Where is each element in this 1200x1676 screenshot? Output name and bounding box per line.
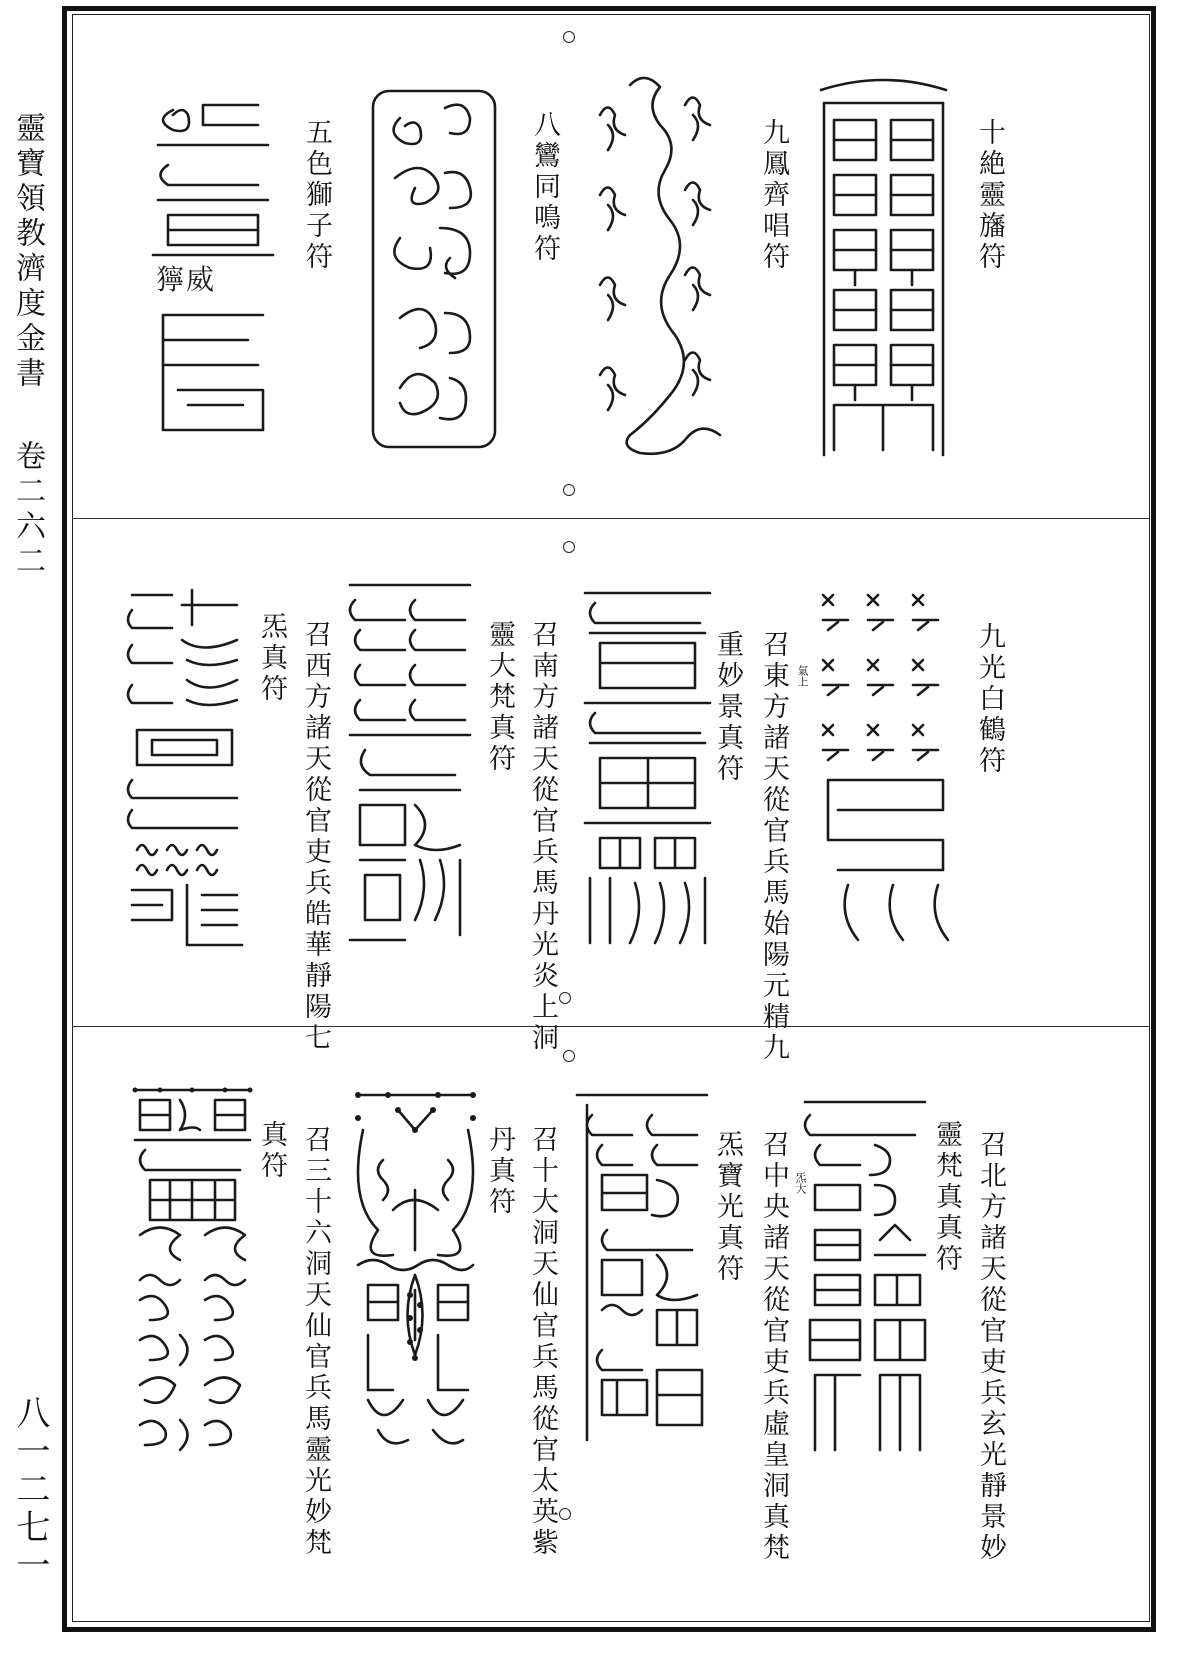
caption-east-line1: 召東方諸天從官兵馬始陽元精九: [758, 630, 789, 1064]
talisman-north: [800, 1090, 930, 1460]
caption-east-line2: 重妙景真符: [712, 630, 743, 785]
binding-ring: [563, 31, 575, 43]
talisman-south: [345, 575, 475, 955]
talisman-jiufeng-qichang: [590, 75, 725, 460]
caption-jiufeng-qichang: 九鳳齊唱符: [758, 118, 789, 273]
caption-east-note: 氣上: [796, 665, 809, 687]
caption-south-line1: 召南方諸天從官兵馬丹光炎上洞: [527, 620, 558, 1054]
talisman-center: [572, 1085, 712, 1460]
talisman-shijue-lingfan: [816, 75, 951, 460]
caption-wuse-shizi: 五色獅子符: [301, 118, 332, 273]
caption-shidadongtian-line2: 丹真符: [484, 1125, 515, 1218]
panel-divider-2: [72, 1026, 1150, 1027]
binding-ring: [563, 1050, 575, 1062]
caption-shidadongtian-line1: 召十大洞天仙官兵馬從官太英紫: [527, 1125, 558, 1559]
caption-center-line1: 召中央諸天從官吏兵虛皇洞真梵: [758, 1130, 789, 1564]
page-number: 八一二七一: [10, 1395, 50, 1585]
panel-divider-1: [72, 518, 1150, 519]
talisman-baluan-tongming: [370, 88, 498, 450]
binding-ring: [563, 484, 575, 496]
caption-sanshiliu-line2: 真符: [256, 1120, 287, 1182]
talisman-east: [580, 578, 715, 953]
binding-ring: [559, 1508, 571, 1520]
talisman-inner-text: 獰威: [156, 263, 217, 296]
caption-center-note: 炁大: [794, 1172, 807, 1194]
caption-baluan-tongming: 八鸞同鳴符: [529, 110, 560, 265]
caption-sanshiliu-line1: 召三十六洞天仙官兵馬靈光妙梵: [300, 1125, 331, 1559]
caption-jiuguang-baihe: 九光白鶴符: [974, 622, 1005, 777]
talisman-shidadongtian: [353, 1090, 478, 1462]
talisman-west: [122, 580, 247, 952]
talisman-jiuguang-baihe: [818, 585, 956, 950]
caption-north-line1: 召北方諸天從官吏兵玄光靜景妙: [975, 1130, 1006, 1564]
caption-west-line1: 召西方諸天從官吏兵皓華靜陽七: [300, 620, 331, 1054]
caption-south-line2: 靈大梵真符: [484, 620, 515, 775]
caption-north-line2: 靈梵真真符: [931, 1120, 962, 1275]
binding-ring: [563, 541, 575, 553]
caption-center-line2: 炁寶光真符: [712, 1130, 743, 1285]
caption-shijue-lingfan: 十絶靈旛符: [974, 118, 1005, 273]
talisman-sanshiliu: [130, 1085, 255, 1465]
talisman-wuse-shizi: [148, 90, 278, 445]
binding-ring: [559, 992, 571, 1004]
book-title: 靈寶領教濟度金書: [10, 112, 45, 392]
juan-number: 卷二六二: [10, 440, 45, 580]
caption-west-line2: 炁真符: [256, 612, 287, 705]
